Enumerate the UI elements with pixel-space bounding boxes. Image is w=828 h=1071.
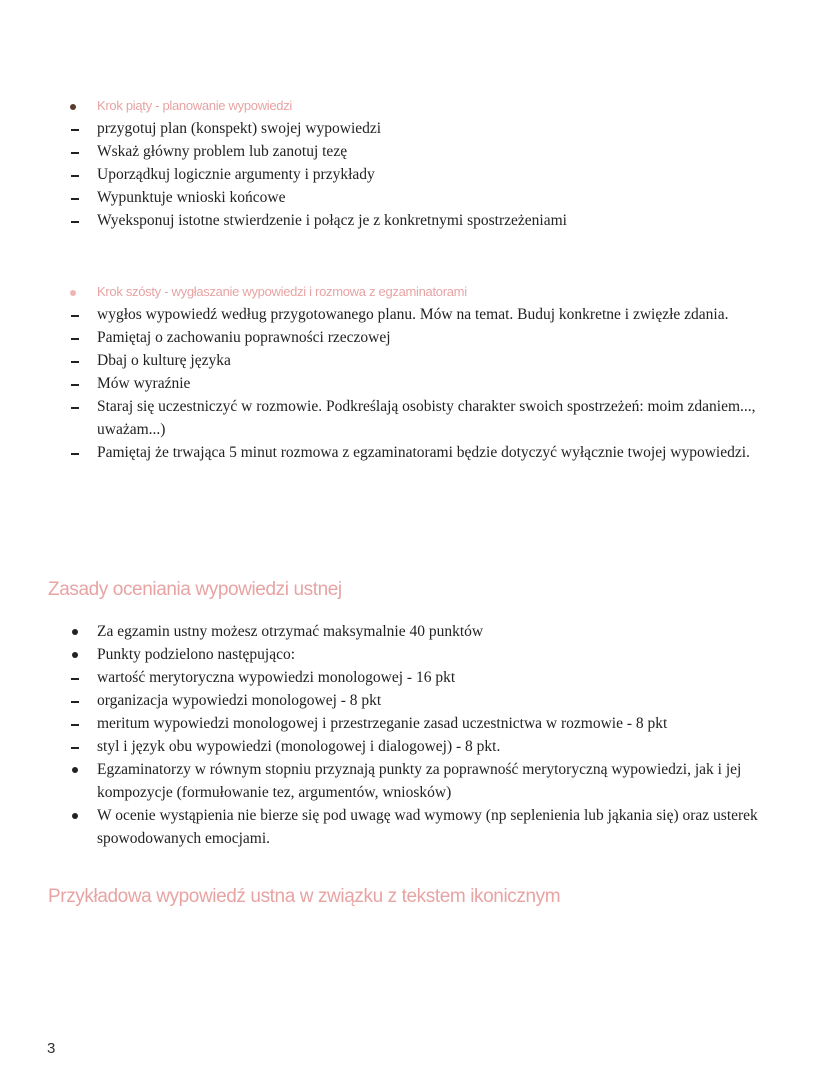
- step-six-heading-text: Krok szósty - wygłaszanie wypowiedzi i rozmowa z egzaminatorami: [97, 284, 467, 299]
- list-item: przygotuj plan (konspekt) swojej wypowiedzi: [97, 120, 382, 137]
- list-item: meritum wypowiedzi monologowej i przestrzeganie zasad uczestnictwa w rozmowie - 8 pkt: [97, 715, 668, 732]
- list-item: Uporządkuj logicznie argumenty i przykłady: [97, 166, 375, 183]
- step-five-section: [0, 97, 828, 232]
- list-item: Egzaminatorzy w równym stopniu przyznają punkty za poprawność merytoryczną wypowiedzi, jak i jej kompozycje (formułowanie tez, argumentów, wniosków): [97, 761, 742, 801]
- list-item: Wskaż główny problem lub zanotuj tezę: [97, 143, 348, 160]
- step-five-heading-text: Krok piąty - planowanie wypowiedzi: [97, 98, 293, 113]
- list-item: Wypunktuje wnioski końcowe: [97, 189, 286, 206]
- step-six-heading: [0, 283, 828, 303]
- example-section-title: Przykładowa wypowiedź ustna w związku z tekstem ikonicznym: [48, 886, 561, 907]
- list-item: styl i język obu wypowiedzi (monologowej i dialogowej) - 8 pkt.: [97, 738, 501, 755]
- step-five-heading: [0, 97, 828, 117]
- list-item: Pamiętaj że trwająca 5 minut rozmowa z egzaminatorami będzie dotyczyć wyłącznie twojej wypowiedzi.: [97, 444, 750, 461]
- heading-bullet-icon: [70, 290, 76, 296]
- list-item: organizacja wypowiedzi monologowej - 8 pkt: [97, 692, 382, 709]
- list-item: Dbaj o kulturę języka: [97, 352, 231, 369]
- grading-section-title: Zasady oceniania wypowiedzi ustnej: [48, 579, 342, 600]
- heading-bullet-icon: [70, 104, 76, 110]
- list-item: W ocenie wystąpienia nie bierze się pod uwagę wad wymowy (np seplenienia lub jąkania się) oraz usterek spowodowanych emocjami.: [97, 807, 758, 847]
- list-item: Mów wyraźnie: [97, 375, 191, 392]
- list-item: Staraj się uczestniczyć w rozmowie. Podkreślają osobisty charakter swoich spostrzeżeń: moim zdaniem..., uważam...): [97, 398, 756, 438]
- list-item: wartość merytoryczna wypowiedzi monologowej - 16 pkt: [97, 669, 456, 686]
- list-item: Za egzamin ustny możesz otrzymać maksymalnie 40 punktów: [97, 623, 484, 640]
- list-item: wygłos wypowiedź według przygotowanego planu. Mów na temat. Buduj konkretne i zwięzłe zdania.: [97, 306, 729, 323]
- list-item: Punkty podzielono następująco:: [97, 646, 296, 663]
- list-item: Pamiętaj o zachowaniu poprawności rzeczowej: [97, 329, 391, 346]
- page-number: 3: [47, 1040, 56, 1057]
- step-six-section: [0, 283, 828, 464]
- grading-list: [0, 620, 828, 850]
- list-item: Wyeksponuj istotne stwierdzenie i połącz je z konkretnymi spostrzeżeniami: [97, 212, 567, 229]
